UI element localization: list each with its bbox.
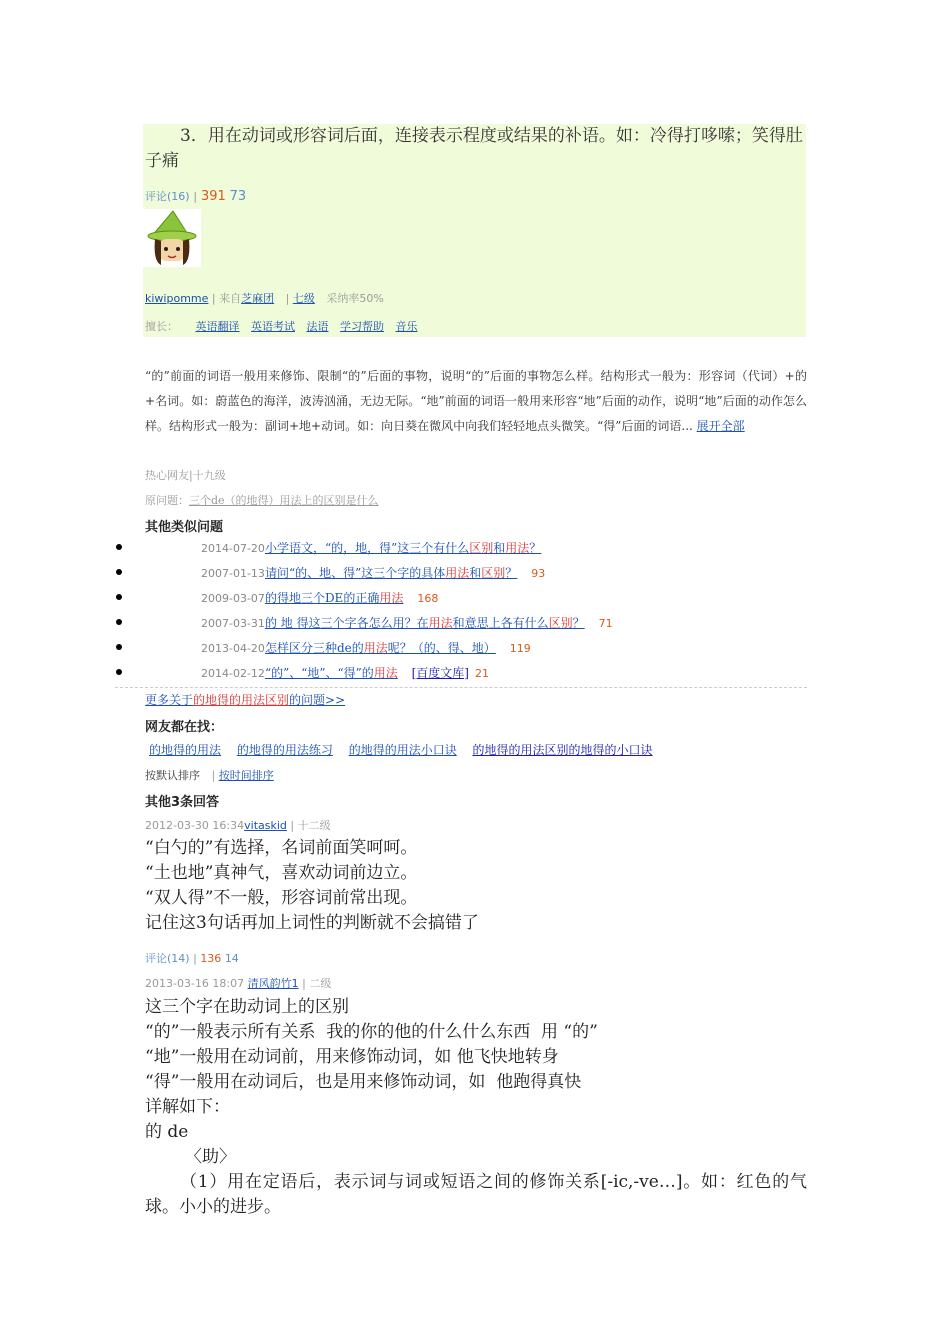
part-of-speech: 〈助〉 — [185, 1147, 236, 1167]
origin-question — [145, 492, 379, 508]
skills-row — [145, 318, 418, 334]
list-item — [201, 665, 489, 682]
question-date: 2014-07-20 — [201, 542, 265, 555]
comments-link[interactable]: 评论(16) — [145, 190, 190, 203]
answer-stats — [145, 950, 239, 966]
skill-link[interactable]: 音乐 — [395, 320, 418, 333]
answer-meta — [145, 975, 331, 991]
answer-line: 详解如下： — [145, 1097, 230, 1117]
origin-question-link[interactable]: 三个de（的地得）用法上的区别是什么 — [189, 494, 379, 507]
answer-text: “的”前面的词语一般用来修饰、限制“的”后面的事物，说明“的”后面的事物怎么样。结构形式一般为：形容词（代词）+的+名词。如：蔚蓝色的海洋，波涛汹涌，无边无际。“地”前面的词语一般用来形容“地”后面的动作，说明“地”后面的动作怎么样。结构形式一般为：副词+地+动词。如：向日葵在微风中向我们轻轻地点头微笑。“得”后面的词语... — [145, 369, 807, 433]
avatar[interactable] — [143, 209, 201, 267]
separator: | — [285, 292, 290, 305]
downvote-count[interactable]: 73 — [229, 189, 247, 204]
answer-line: “的”一般表示所有关系 我的你的他的什么什么东西 用 “的” — [145, 1022, 598, 1042]
bullet-icon — [116, 544, 122, 550]
question-date: 2007-01-13 — [201, 567, 265, 580]
separator: | — [290, 819, 295, 832]
skill-link[interactable]: 英语翻译 — [195, 320, 240, 333]
question-date: 2013-04-20 — [201, 642, 265, 655]
separator: | — [211, 769, 216, 782]
separator: | — [193, 952, 197, 965]
question-link[interactable]: 请问“的、地、得”这三个字的具体用法和区别？ — [264, 566, 518, 580]
separator: | — [193, 190, 198, 203]
question-link[interactable]: 的 地 得这三个字各怎么用？在用法和意思上各有什么区别？ — [264, 616, 585, 630]
baidu-wenku-tag[interactable]: [百度文库] — [411, 666, 469, 680]
team-link[interactable]: 芝麻团 — [241, 292, 275, 305]
answer-line: “双人得”不一般，形容词前常出现。 — [145, 888, 418, 908]
user-level: 二级 — [309, 977, 332, 990]
search-suggestions — [149, 741, 653, 758]
upvote-count[interactable]: 391 — [200, 189, 226, 204]
more-questions-link[interactable] — [145, 691, 345, 708]
level-link[interactable]: 七级 — [292, 292, 315, 305]
suggestion-link[interactable]: 的地得的用法小口诀 — [348, 743, 457, 757]
question-date: 2009-03-07 — [201, 592, 265, 605]
more-suffix[interactable]: 的问题>> — [289, 693, 346, 707]
answer-time: 2013-03-16 18:07 — [145, 977, 245, 990]
question-link[interactable]: 的得地三个DE的正确用法 — [264, 591, 404, 605]
best-answer-text: 3．用在动词或形容词后面，连接表示程度或结果的补语。如：冷得打哆嗦；笑得肚子痛 — [145, 126, 803, 171]
list-item — [201, 540, 541, 557]
best-answer-author — [145, 290, 384, 306]
upvote-count[interactable]: 136 — [200, 952, 222, 965]
list-item — [201, 590, 438, 607]
definition-text: （1）用在定语后，表示词与词或短语之间的修饰关系[-ic,-ve…]。如：红色的气球。小小的进步。 — [145, 1172, 807, 1217]
accept-rate: 采纳率50% — [326, 292, 384, 305]
expand-all-link[interactable]: 展开全部 — [696, 419, 745, 433]
bullet-icon — [116, 619, 122, 625]
question-date: 2007-03-31 — [201, 617, 265, 630]
sort-default[interactable]: 按默认排序 — [145, 769, 200, 782]
wizard-avatar-icon — [143, 209, 201, 267]
question-date: 2014-02-12 — [201, 667, 265, 680]
answer-line: “地”一般用在动词前，用来修饰动词，如 他飞快地转身 — [145, 1047, 559, 1067]
list-item — [201, 615, 613, 632]
answer-count: 168 — [417, 592, 439, 605]
sort-options — [145, 767, 274, 783]
answer-line: “白勺的”有选择，名词前面笑呵呵。 — [145, 838, 418, 858]
suggestion-link[interactable]: 的地得的用法区别的地得的小口诀 — [472, 743, 653, 757]
answer-count: 21 — [474, 667, 489, 680]
user-link[interactable]: vitaskid — [244, 819, 287, 832]
comments-link[interactable]: 评论(14) — [145, 952, 190, 965]
skill-link[interactable]: 学习帮助 — [340, 320, 384, 333]
bullet-icon — [116, 644, 122, 650]
other-answers-title: 其他3条回答 — [145, 795, 220, 810]
answer-count: 71 — [598, 617, 613, 630]
list-item — [201, 565, 545, 582]
answer-user: 热心网友|十九级 — [145, 469, 226, 482]
user-link[interactable]: kiwipomme — [145, 292, 209, 305]
separator: | — [211, 292, 216, 305]
skill-link[interactable]: 英语考试 — [251, 320, 295, 333]
answer-count: 93 — [531, 567, 546, 580]
question-link[interactable]: “的”、“地”、“得”的用法 — [264, 666, 398, 680]
from-label: 来自 — [219, 292, 242, 305]
bullet-icon — [116, 594, 122, 600]
answer-meta — [145, 817, 331, 833]
user-level: 十二级 — [297, 819, 331, 832]
suggestion-link[interactable]: 的地得的用法 — [149, 743, 222, 757]
more-keyword[interactable]: 的地得的用法区别 — [193, 693, 290, 707]
answer-line: 记住这3句话再加上词性的判断就不会搞错了 — [145, 913, 479, 933]
list-item — [201, 640, 531, 657]
sort-by-time[interactable]: 按时间排序 — [218, 769, 274, 782]
similar-questions-title: 其他类似问题 — [145, 520, 224, 535]
bullet-icon — [116, 669, 122, 675]
divider — [115, 687, 807, 688]
bullet-icon — [116, 569, 122, 575]
search-suggestions-title: 网友都在找： — [145, 720, 224, 735]
more-prefix[interactable]: 更多关于 — [145, 693, 194, 707]
answer-line: “土也地”真神气，喜欢动词前边立。 — [145, 863, 418, 883]
answer-line: 这三个字在助动词上的区别 — [145, 997, 349, 1017]
best-answer-stats — [145, 188, 246, 204]
suggestion-link[interactable]: 的地得的用法练习 — [236, 743, 333, 757]
answer-paragraph — [145, 364, 807, 439]
answer-time: 2012-03-30 16:34 — [145, 819, 245, 832]
answer-line: “得”一般用在动词后，也是用来修饰动词，如 他跑得真快 — [145, 1072, 582, 1092]
answer-count: 119 — [509, 642, 531, 655]
user-link[interactable]: 清风韵竹1 — [247, 977, 299, 990]
downvote-count[interactable]: 14 — [224, 952, 239, 965]
separator: | — [302, 977, 306, 990]
origin-label: 原问题： — [145, 494, 189, 507]
question-link[interactable]: 小学语文，“的，地，得”这三个有什么区别和用法？ — [264, 541, 542, 555]
question-link[interactable]: 怎样区分三种de的用法呢？（的、得、地） — [264, 641, 496, 655]
skills-label: 擅长： — [145, 320, 178, 333]
answer-line: 的 de — [145, 1122, 189, 1142]
skill-link[interactable]: 法语 — [306, 320, 329, 333]
